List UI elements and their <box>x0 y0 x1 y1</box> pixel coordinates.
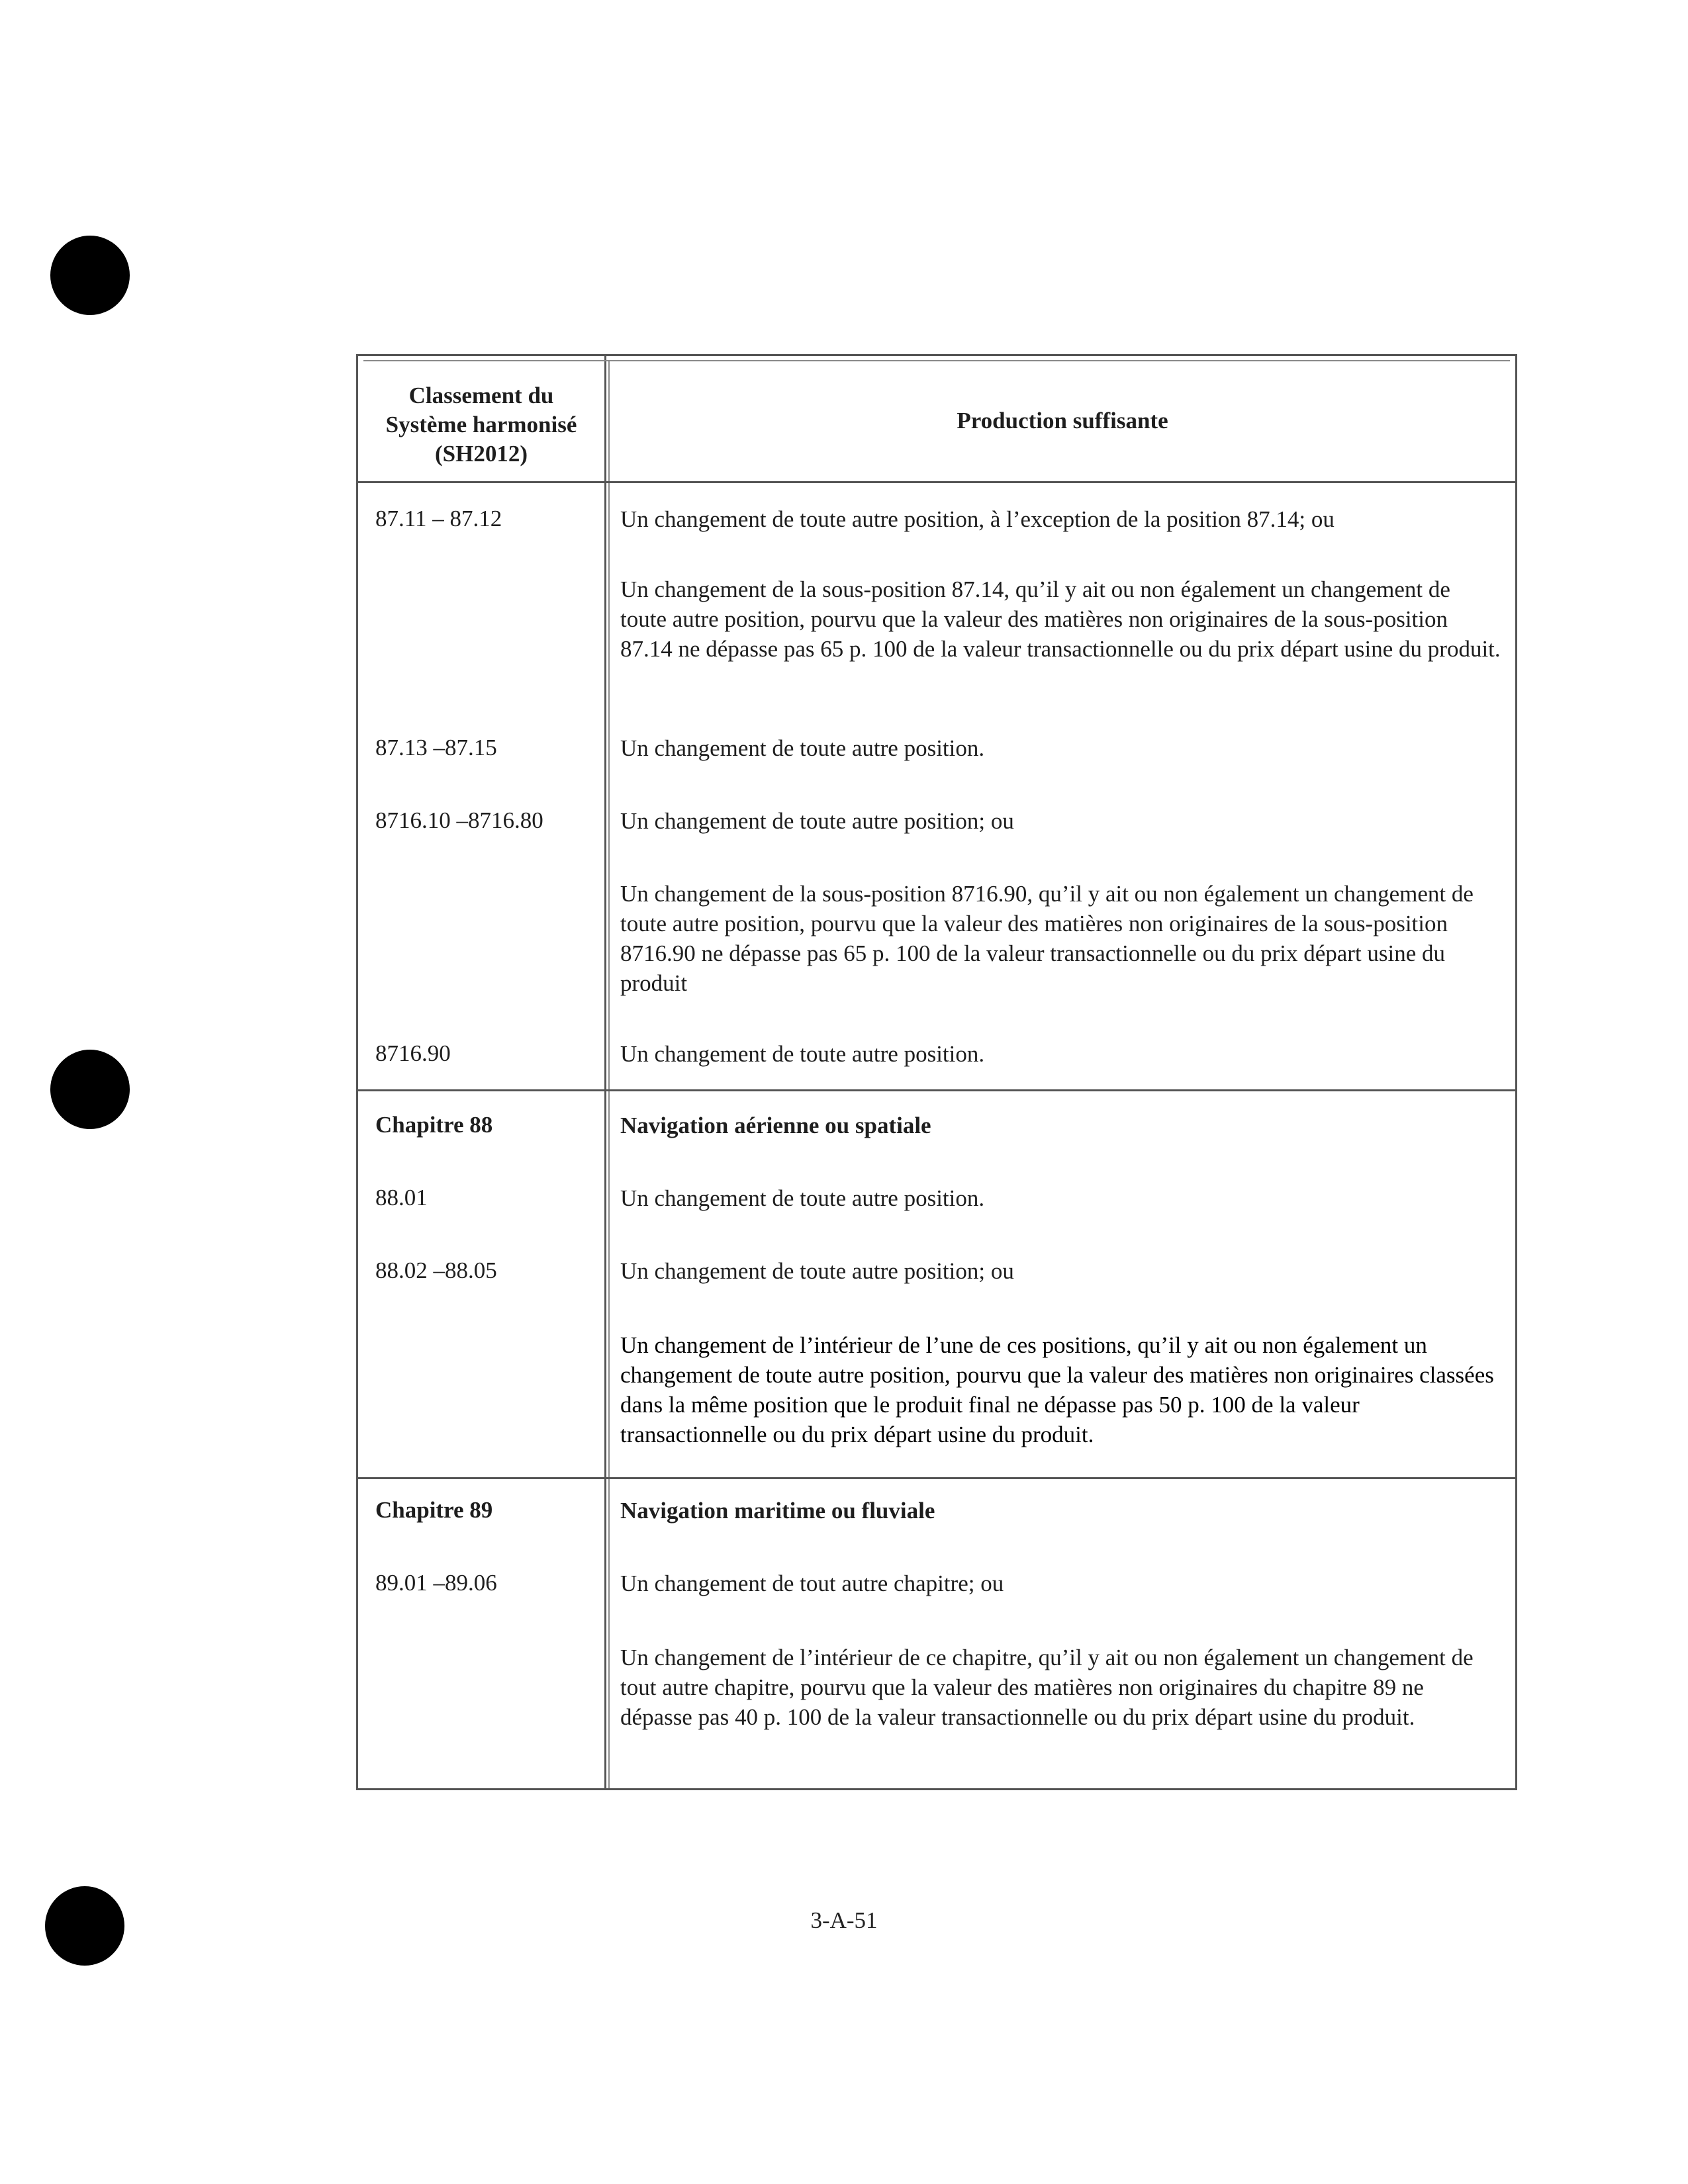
rule-column-heading: Production suffisante <box>957 408 1168 433</box>
chapter-88-code: Chapitre 88 <box>375 1112 493 1138</box>
hs-code: 8716.90 <box>375 1040 451 1066</box>
origin-rule: Un changement de l’intérieur de ce chapitre, qu’il y ait ou non également un changement de tout autre chapitre, pourvu que la valeur des matières non originaires du chapitre 89 ne dépasse pas 40 p. 100 de la valeur transactionnelle ou du prix départ usine du produit. <box>620 1645 1474 1730</box>
classification-heading-line-2: Système harmonisé <box>385 412 577 437</box>
classification-heading-line-1: Classement du <box>408 383 554 408</box>
hs-code: 88.01 <box>375 1185 428 1210</box>
origin-rule: Un changement de toute autre position. <box>620 1185 985 1211</box>
table-header <box>358 356 1515 483</box>
hs-code: 87.13 –87.15 <box>375 735 497 760</box>
section-divider <box>358 1477 1515 1479</box>
rules-of-origin-table <box>356 354 1517 1790</box>
binder-hole-top <box>50 236 130 315</box>
hs-code: 88.02 –88.05 <box>375 1257 497 1283</box>
chapter-89-code: Chapitre 89 <box>375 1497 493 1523</box>
hs-code: 87.11 – 87.12 <box>375 506 502 531</box>
classification-column-heading <box>358 381 604 469</box>
hs-code: 8716.10 –8716.80 <box>375 807 543 833</box>
origin-rule: Un changement de toute autre position; ou <box>620 808 1014 834</box>
origin-rule: Un changement de toute autre position. <box>620 735 985 761</box>
origin-rule: Un changement de toute autre position, à l’exception de la position 87.14; ou <box>620 506 1335 532</box>
origin-rule: Un changement de la sous-position 87.14, qu’il y ait ou non également un changement de toute autre position, pourvu que la valeur des matières non originaires de la sous-position 87.14 ne dépasse pas 65 p. 100 de la valeur transactionnelle ou du prix départ usine du produit. <box>620 576 1501 662</box>
origin-rule: Un changement de toute autre position. <box>620 1041 985 1067</box>
page-number: 3-A-51 <box>810 1907 878 1933</box>
section-divider <box>358 1089 1515 1091</box>
origin-rule: Un changement de la sous-position 8716.90, qu’il y ait ou non également un changement de toute autre position, pourvu que la valeur des matières non originaires de la sous-position 8716.90 ne dépasse pas 65 p. 100 de la valeur transactionnelle ou du prix départ usine du produit <box>620 881 1474 996</box>
origin-rule: Un changement de l’intérieur de l’une de ces positions, qu’il y ait ou non également un changement de toute autre position, pourvu que la valeur des matières non originaires classées dans la même position que le produit final ne dépasse pas 50 p. 100 de la valeur transactionnelle ou du prix départ usine du produit. <box>620 1332 1494 1447</box>
chapter-88-title: Navigation aérienne ou spatiale <box>620 1113 931 1138</box>
hs-code: 89.01 –89.06 <box>375 1570 497 1596</box>
classification-heading-line-3: (SH2012) <box>435 441 528 467</box>
origin-rule: Un changement de toute autre position; ou <box>620 1258 1014 1284</box>
column-divider <box>604 356 606 1788</box>
column-divider-inner <box>608 360 610 1788</box>
chapter-89-title: Navigation maritime ou fluviale <box>620 1498 935 1524</box>
origin-rule: Un changement de tout autre chapitre; ou <box>620 1570 1004 1596</box>
binder-hole-middle <box>50 1050 130 1129</box>
